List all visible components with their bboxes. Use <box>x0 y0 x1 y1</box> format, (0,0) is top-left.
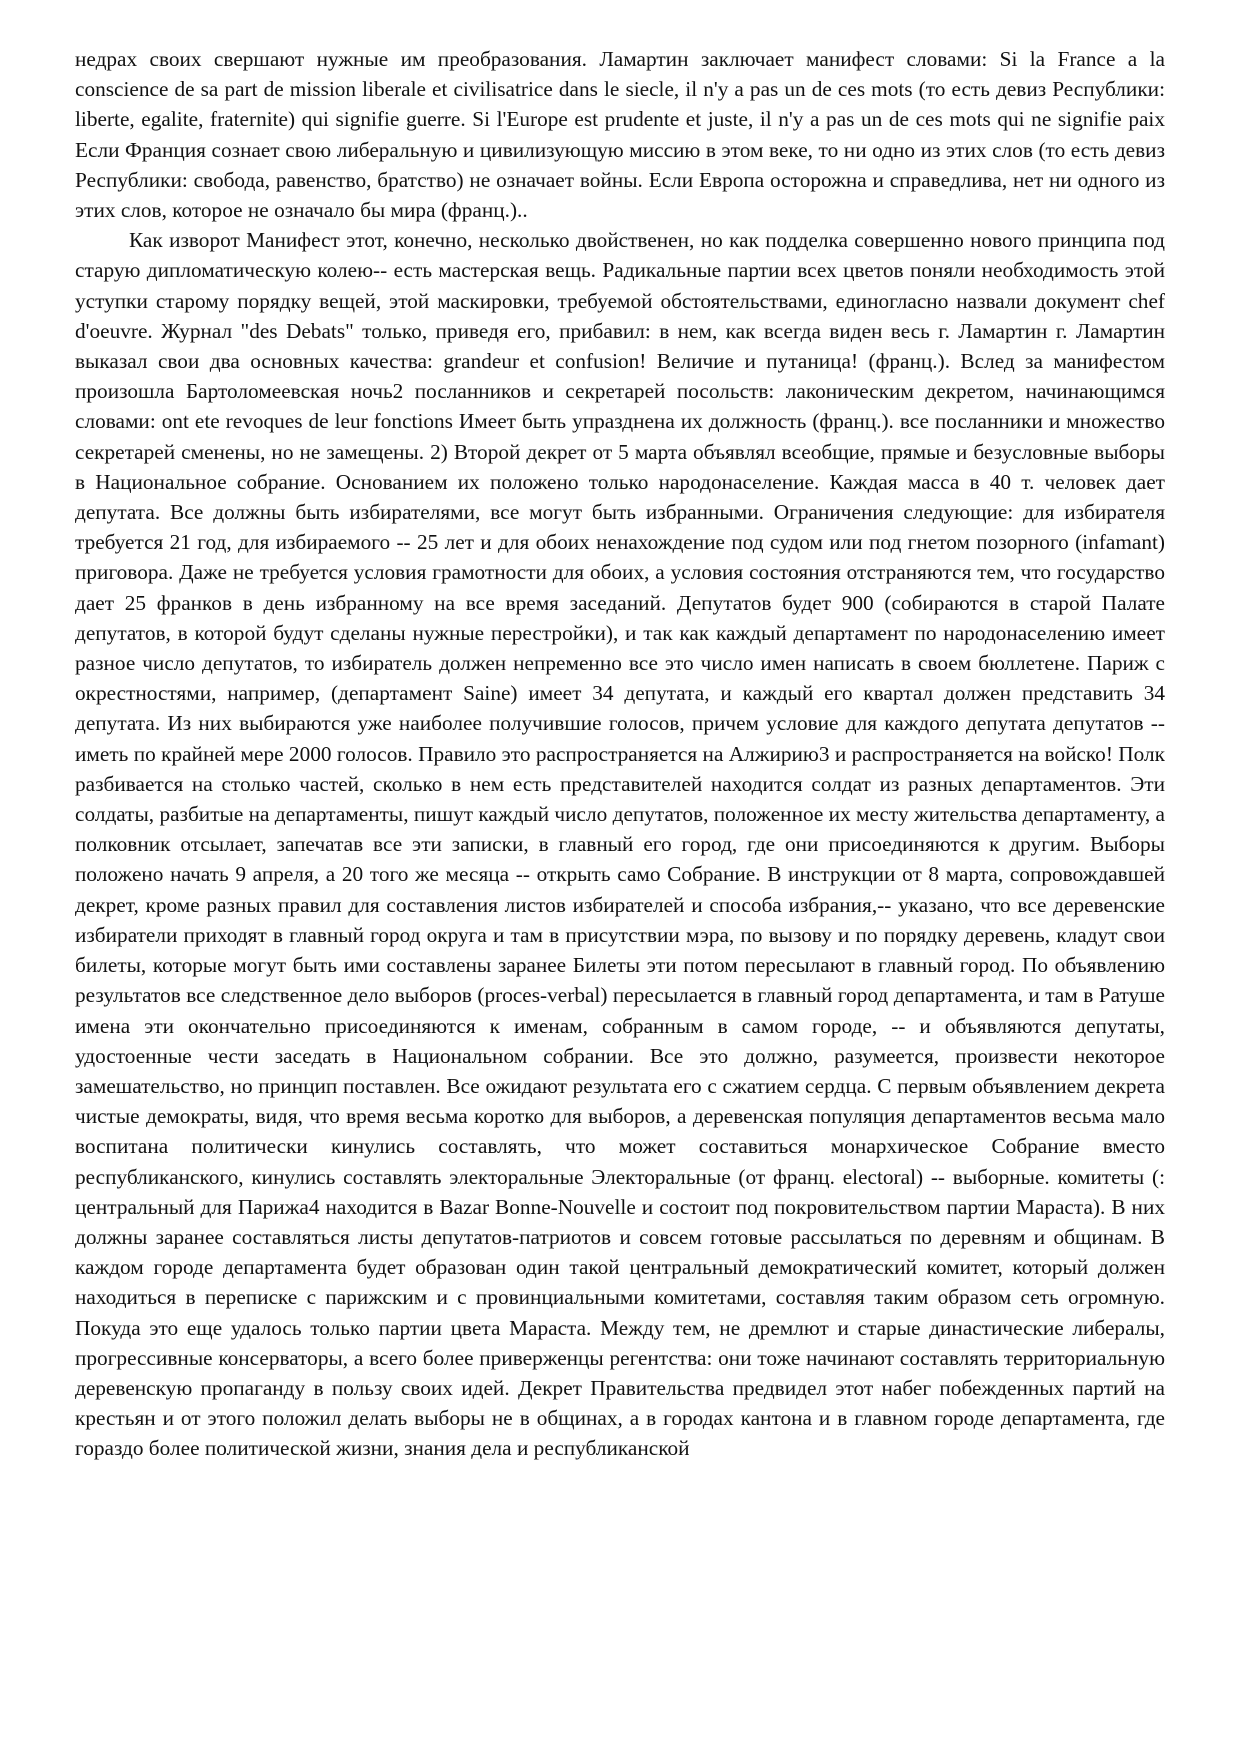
document-page <box>75 44 1165 1464</box>
paragraph-continuation: недрах своих свершают нужные им преобразования. Ламартин заключает манифест словами: Si la France a la conscience de sa part de mission liberale et civilisatrice dans le siecle, il n'y a pas un de ces mots (то есть девиз Республики: liberte, egalite, fraternite) qui signifie guerre. Si l'Europe est prudente et juste, il n'y a pas un de ces mots qui ne signifie paix Если Франция сознает свою либеральную и цивилизующую миссию в этом веке, то ни одно из этих слов (то есть девиз Республики: свобода, равенство, братство) не означает войны. Если Европа осторожна и справедлива, нет ни одного из этих слов, которое не означало бы мира (франц.).. <box>75 47 1165 223</box>
paragraph-main: Как изворот Манифест этот, конечно, несколько двойственен, но как подделка совершенно нового принципа под старую дипломатическую колею-- есть мастерская вещь. Радикальные партии всех цветов поняли необходимость этой уступки старому порядку вещей, этой маскировки, требуемой обстоятельствами, единогласно назвали документ chef d'oeuvre. Журнал "des Debats" только, приведя его, прибавил: в нем, как всегда виден весь г. Ламартин г. Ламартин выказал свои два основных качества: grandeur et confusion! Величие и путаница! (франц.). Вслед за манифестом произошла Бартоломеевская ночь2 посланников и секретарей посольств: лаконическим декретом, начинающимся словами: ont ete revoques de leur fonctions Имеет быть упразднена их должность (франц.). все посланники и множество секретарей сменены, но не замещены. 2) Второй декрет от 5 марта объявлял всеобщие, прямые и безусловные выборы в Национальное собрание. Основанием их положено только народонаселение. Каждая масса в 40 т. человек дает депутата. Все должны быть избирателями, все могут быть избранными. Ограничения следующие: для избирателя требуется 21 год, для избираемого -- 25 лет и для обоих ненахождение под судом или под гнетом позорного (infamant) приговора. Даже не требуется условия грамотности для обоих, а условия состояния отстраняются тем, что государство дает 25 франков в день избранному на все время заседаний. Депутатов будет 900 (собираются в старой Палате депутатов, в которой будут сделаны нужные перестройки), и так как каждый департамент по народонаселению имеет разное число депутатов, то избиратель должен непременно все это число имен написать в своем бюллетене. Париж с окрестностями, например, (департамент Saine) имеет 34 депутата, и каждый его квартал должен представить 34 депутата. Из них выбираются уже наиболее получившие голосов, причем условие для каждого депутата депутатов -- иметь по крайней мере 2000 голосов. Правило это распространяется на Алжирию3 и распространяется на войско! Полк разбивается на столько частей, сколько в нем есть представителей находится солдат из разных департаментов. Эти солдаты, разбитые на департаменты, пишут каждый число депутатов, положенное их месту жительства департаменту, а полковник отсылает, запечатав все эти записки, в главный его город, где они присоединяются к другим. Выборы положено начать 9 апреля, а 20 того же месяца -- открыть само Собрание. В инструкции от 8 марта, сопровождавшей декрет, кроме разных правил для составления листов избирателей и способа избрания,-- указано, что все деревенские избиратели приходят в главный город округа и там в присутствии мэра, по вызову и по порядку деревень, кладут свои билеты, которые могут быть ими составлены заранее Билеты эти потом пересылают в главный город. По объявлению результатов все следственное дело выборов (proces-verbal) пересылается в главный город департамента, и там в Ратуше имена эти окончательно присоединяются к именам, собранным в самом городе, -- и объявляются депутаты, удостоенные чести заседать в Национальном собрании. Все это должно, разумеется, произвести некоторое замешательство, но принцип поставлен. Все ожидают результата его с сжатием сердца. С первым объявлением декрета чистые демократы, видя, что время весьма коротко для выборов, а деревенская популяция департаментов весьма мало воспитана политически кинулись составлять, что может составиться монархическое Собрание вместо республиканского, кинулись составлять электоральные Электоральные (от франц. electoral) -- выборные. комитеты (: центральный для Парижа4 находится в Bazar Bonne-Nouvelle и состоит под покровительством партии Мараста). В них должны заранее составляться листы депутатов-патриотов и совсем готовые рассылаться по деревням и общинам. В каждом городе департамента будет образован один такой центральный демократический комитет, который должен находиться в переписке с парижским и с провинциальными комитетами, составляя таким образом сеть огромную. Покуда это еще удалось только партии цвета Мараста. Между тем, не дремлют и старые династические либералы, прогрессивные консерваторы, а всего более приверженцы регентства: они тоже начинают составлять территориальную деревенскую пропаганду в пользу своих идей. Декрет Правительства предвидел этот набег побежденных партий на крестьян и от этого положил делать выборы не в общинах, а в городах кантона и в главном городе департамента, где гораздо более политической жизни, знания дела и республиканской <box>75 228 1165 1461</box>
